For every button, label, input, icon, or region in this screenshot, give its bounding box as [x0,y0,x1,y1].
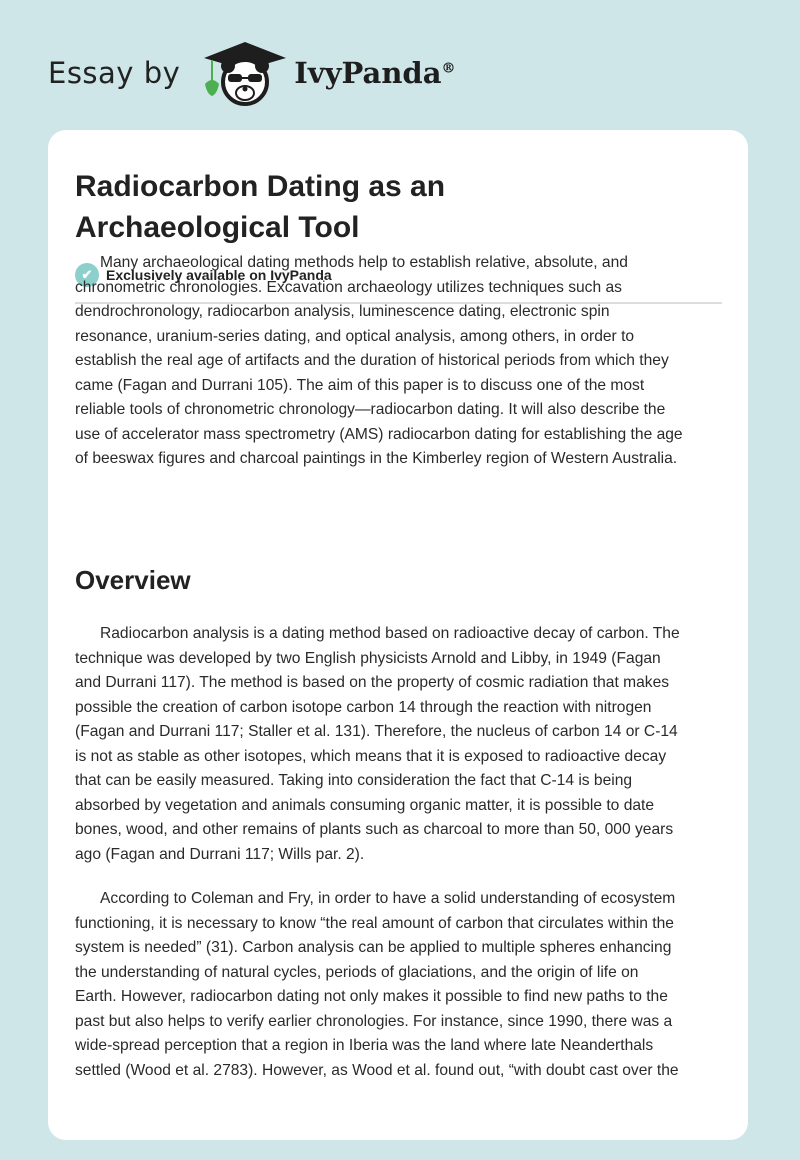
text-line: technique was developed by two English physicists Arnold and Libby, in 1949 (Fagan [75,649,661,667]
essay-by-label: Essay by [48,56,181,90]
title-line: Radiocarbon Dating as an [75,170,446,203]
text-line: functioning, it is necessary to know “the real amount of carbon that circulates within the [75,914,674,932]
title-line: Archaeological Tool [75,211,360,244]
brand-text: IvyPanda [294,56,442,90]
text-line: dendrochronology, radiocarbon analysis, luminescence dating, electronic spin [75,303,610,320]
text-line: Many archaeological dating methods help to establish relative, absolute, and [100,254,628,271]
text-line: possible the creation of carbon isotope carbon 14 through the reaction with nitrogen [75,698,652,716]
check-icon: ✔ [75,263,99,287]
exclusive-label: Exclusively available on IvyPanda [106,267,332,283]
page-title [75,166,445,248]
text-line: bones, wood, and other remains of plants such as charcoal to more than 50, 000 years [75,821,674,838]
text-line: reliable tools of chronometric chronology—radiocarbon dating. It will also describe the [75,401,666,418]
text-line: establish the real age of artifacts and the duration of historical periods from which they [75,352,669,369]
registered-mark: ® [441,60,456,77]
text-line: and Durrani 117). The method is based on the property of cosmic radiation that makes [75,674,670,691]
essay-card [48,130,748,1140]
text-line: use of accelerator mass spectrometry (AMS) radiocarbon dating for establishing the age [75,425,683,443]
overview-heading: Overview [75,565,191,595]
text-line: Radiocarbon analysis is a dating method based on radioactive decay of carbon. The [100,625,680,642]
text-line: came (Fagan and Durrani 105). The aim of this paper is to discuss one of the most [75,376,645,394]
text-line: (Fagan and Durrani 117; Staller et al. 131). Therefore, the nucleus of carbon 14 or C-14 [75,723,678,740]
brand-name [294,56,455,90]
text-line: chronometric chronologies. Excavation archaeology utilizes techniques such as [75,278,622,296]
text-line: ago (Fagan and Durrani 117; Wills par. 2). [75,845,365,863]
text-line: According to Coleman and Fry, in order to have a solid understanding of ecosystem [100,890,676,907]
paragraph [75,887,679,1083]
text-line: is not as stable as other isotopes, which means that it is exposed to radioactive decay [75,747,667,765]
text-line: resonance, uranium-series dating, and optical analysis, among others, in order to [75,327,635,345]
text-line: absorbed by vegetation and animals consuming organic matter, it is possible to date [75,796,655,814]
paragraph [75,622,680,867]
text-line: that can be easily measured. Taking into consideration the fact that C-14 is being [75,772,633,789]
intro-paragraph [75,251,683,472]
text-line: past but also helps to verify earlier chronologies. For instance, since 1990, there was a [75,1012,673,1030]
site-header [48,38,456,108]
text-line: settled (Wood et al. 2783). However, as Wood et al. found out, “with doubt cast over the [75,1061,679,1079]
text-line: of beeswax figures and charcoal paintings in the Kimberley region of Western Australia. [75,450,678,467]
text-line: wide-spread perception that a region in Iberia was the land where late Neanderthals [75,1037,654,1054]
text-line: system is needed” (31). Carbon analysis can be applied to multiple spheres enhancing [75,939,672,956]
ivypanda-logo-icon [200,38,290,108]
text-line: the understanding of natural cycles, periods of glaciations, and the origin of life on [75,963,639,981]
text-line: Earth. However, radiocarbon dating not only makes it possible to find new paths to the [75,988,668,1005]
